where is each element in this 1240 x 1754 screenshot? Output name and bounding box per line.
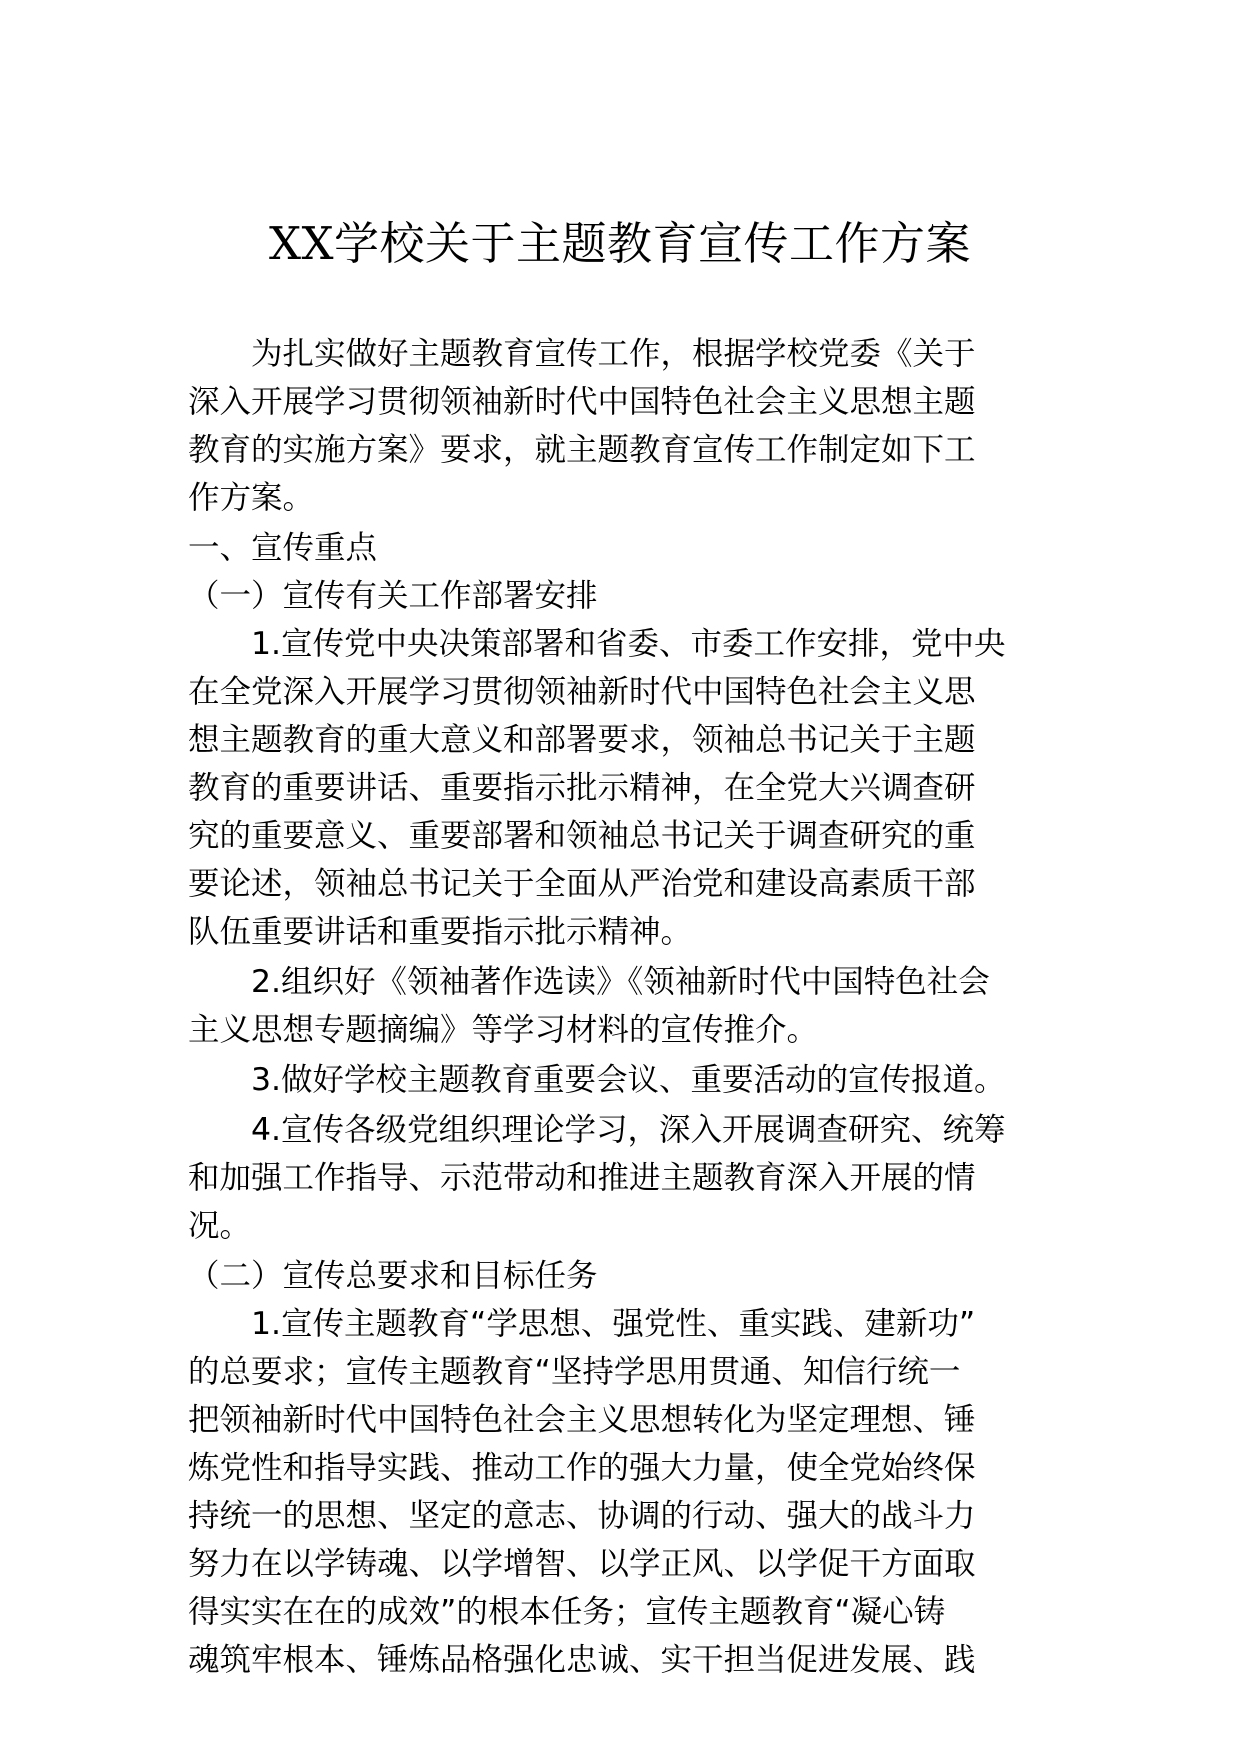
paragraph: [188, 1300, 1058, 1684]
text-line: 把领袖新时代中国特色社会主义思想转化为坚定理想、锤: [188, 1402, 976, 1438]
text-line: 作方案。: [188, 480, 315, 516]
section-heading: [188, 572, 1058, 620]
text-line: 究的重要意义、重要部署和领袖总书记关于调查研究的重: [188, 818, 976, 854]
paragraph: [188, 1106, 1058, 1250]
text-line: 想主题教育的重大意义和部署要求，领袖总书记关于主题: [188, 722, 976, 758]
paragraph: [188, 958, 1058, 1054]
text-line: 一、宣传重点: [188, 530, 378, 566]
text-line: 教育的实施方案》要求，就主题教育宣传工作制定如下工: [188, 432, 976, 468]
text-line: 4.宣传各级党组织理论学习，深入开展调查研究、统筹: [251, 1112, 1006, 1148]
text-line: 和加强工作指导、示范带动和推进主题教育深入开展的情: [188, 1160, 976, 1196]
text-line: 1.宣传党中央决策部署和省委、市委工作安排，党中央: [251, 626, 1006, 662]
section-heading: [188, 1252, 1058, 1300]
paragraph: [188, 620, 1058, 956]
text-line: 努力在以学铸魂、以学增智、以学正风、以学促干方面取: [188, 1546, 976, 1582]
text-line: 况。: [188, 1208, 252, 1244]
text-line: 炼党性和指导实践、推动工作的强大力量，使全党始终保: [188, 1450, 976, 1486]
text-line: 得实实在在的成效”的根本任务；宣传主题教育“凝心铸: [188, 1594, 946, 1630]
text-line: 要论述，领袖总书记关于全面从严治党和建设高素质干部: [188, 866, 976, 902]
text-line: 教育的重要讲话、重要指示批示精神，在全党大兴调查研: [188, 770, 976, 806]
text-line: 为扎实做好主题教育宣传工作，根据学校党委《关于: [251, 336, 976, 372]
text-line: 的总要求；宣传主题教育“坚持学思用贯通、知信行统一: [188, 1354, 961, 1390]
section-heading: [188, 524, 1058, 572]
paragraph: [188, 330, 1058, 522]
document-title: XX学校关于主题教育宣传工作方案: [268, 217, 972, 270]
document-body: [188, 330, 1058, 1686]
text-line: 持统一的思想、坚定的意志、协调的行动、强大的战斗力: [188, 1498, 976, 1534]
text-line: 3.做好学校主题教育重要会议、重要活动的宣传报道。: [251, 1062, 1006, 1098]
text-line: （一）宣传有关工作部署安排: [188, 578, 598, 614]
text-line: 魂筑牢根本、锤炼品格强化忠诚、实干担当促进发展、践: [188, 1642, 976, 1678]
text-line: 深入开展学习贯彻领袖新时代中国特色社会主义思想主题: [188, 384, 976, 420]
text-line: 在全党深入开展学习贯彻领袖新时代中国特色社会主义思: [188, 674, 976, 710]
text-line: 2.组织好《领袖著作选读》《领袖新时代中国特色社会: [251, 964, 990, 1000]
text-line: 主义思想专题摘编》等学习材料的宣传推介。: [188, 1012, 819, 1048]
text-line: 1.宣传主题教育“学思想、强党性、重实践、建新功”: [251, 1306, 976, 1342]
text-line: （二）宣传总要求和目标任务: [188, 1258, 598, 1294]
paragraph: [188, 1056, 1058, 1104]
text-line: 队伍重要讲话和重要指示批示精神。: [188, 914, 693, 950]
